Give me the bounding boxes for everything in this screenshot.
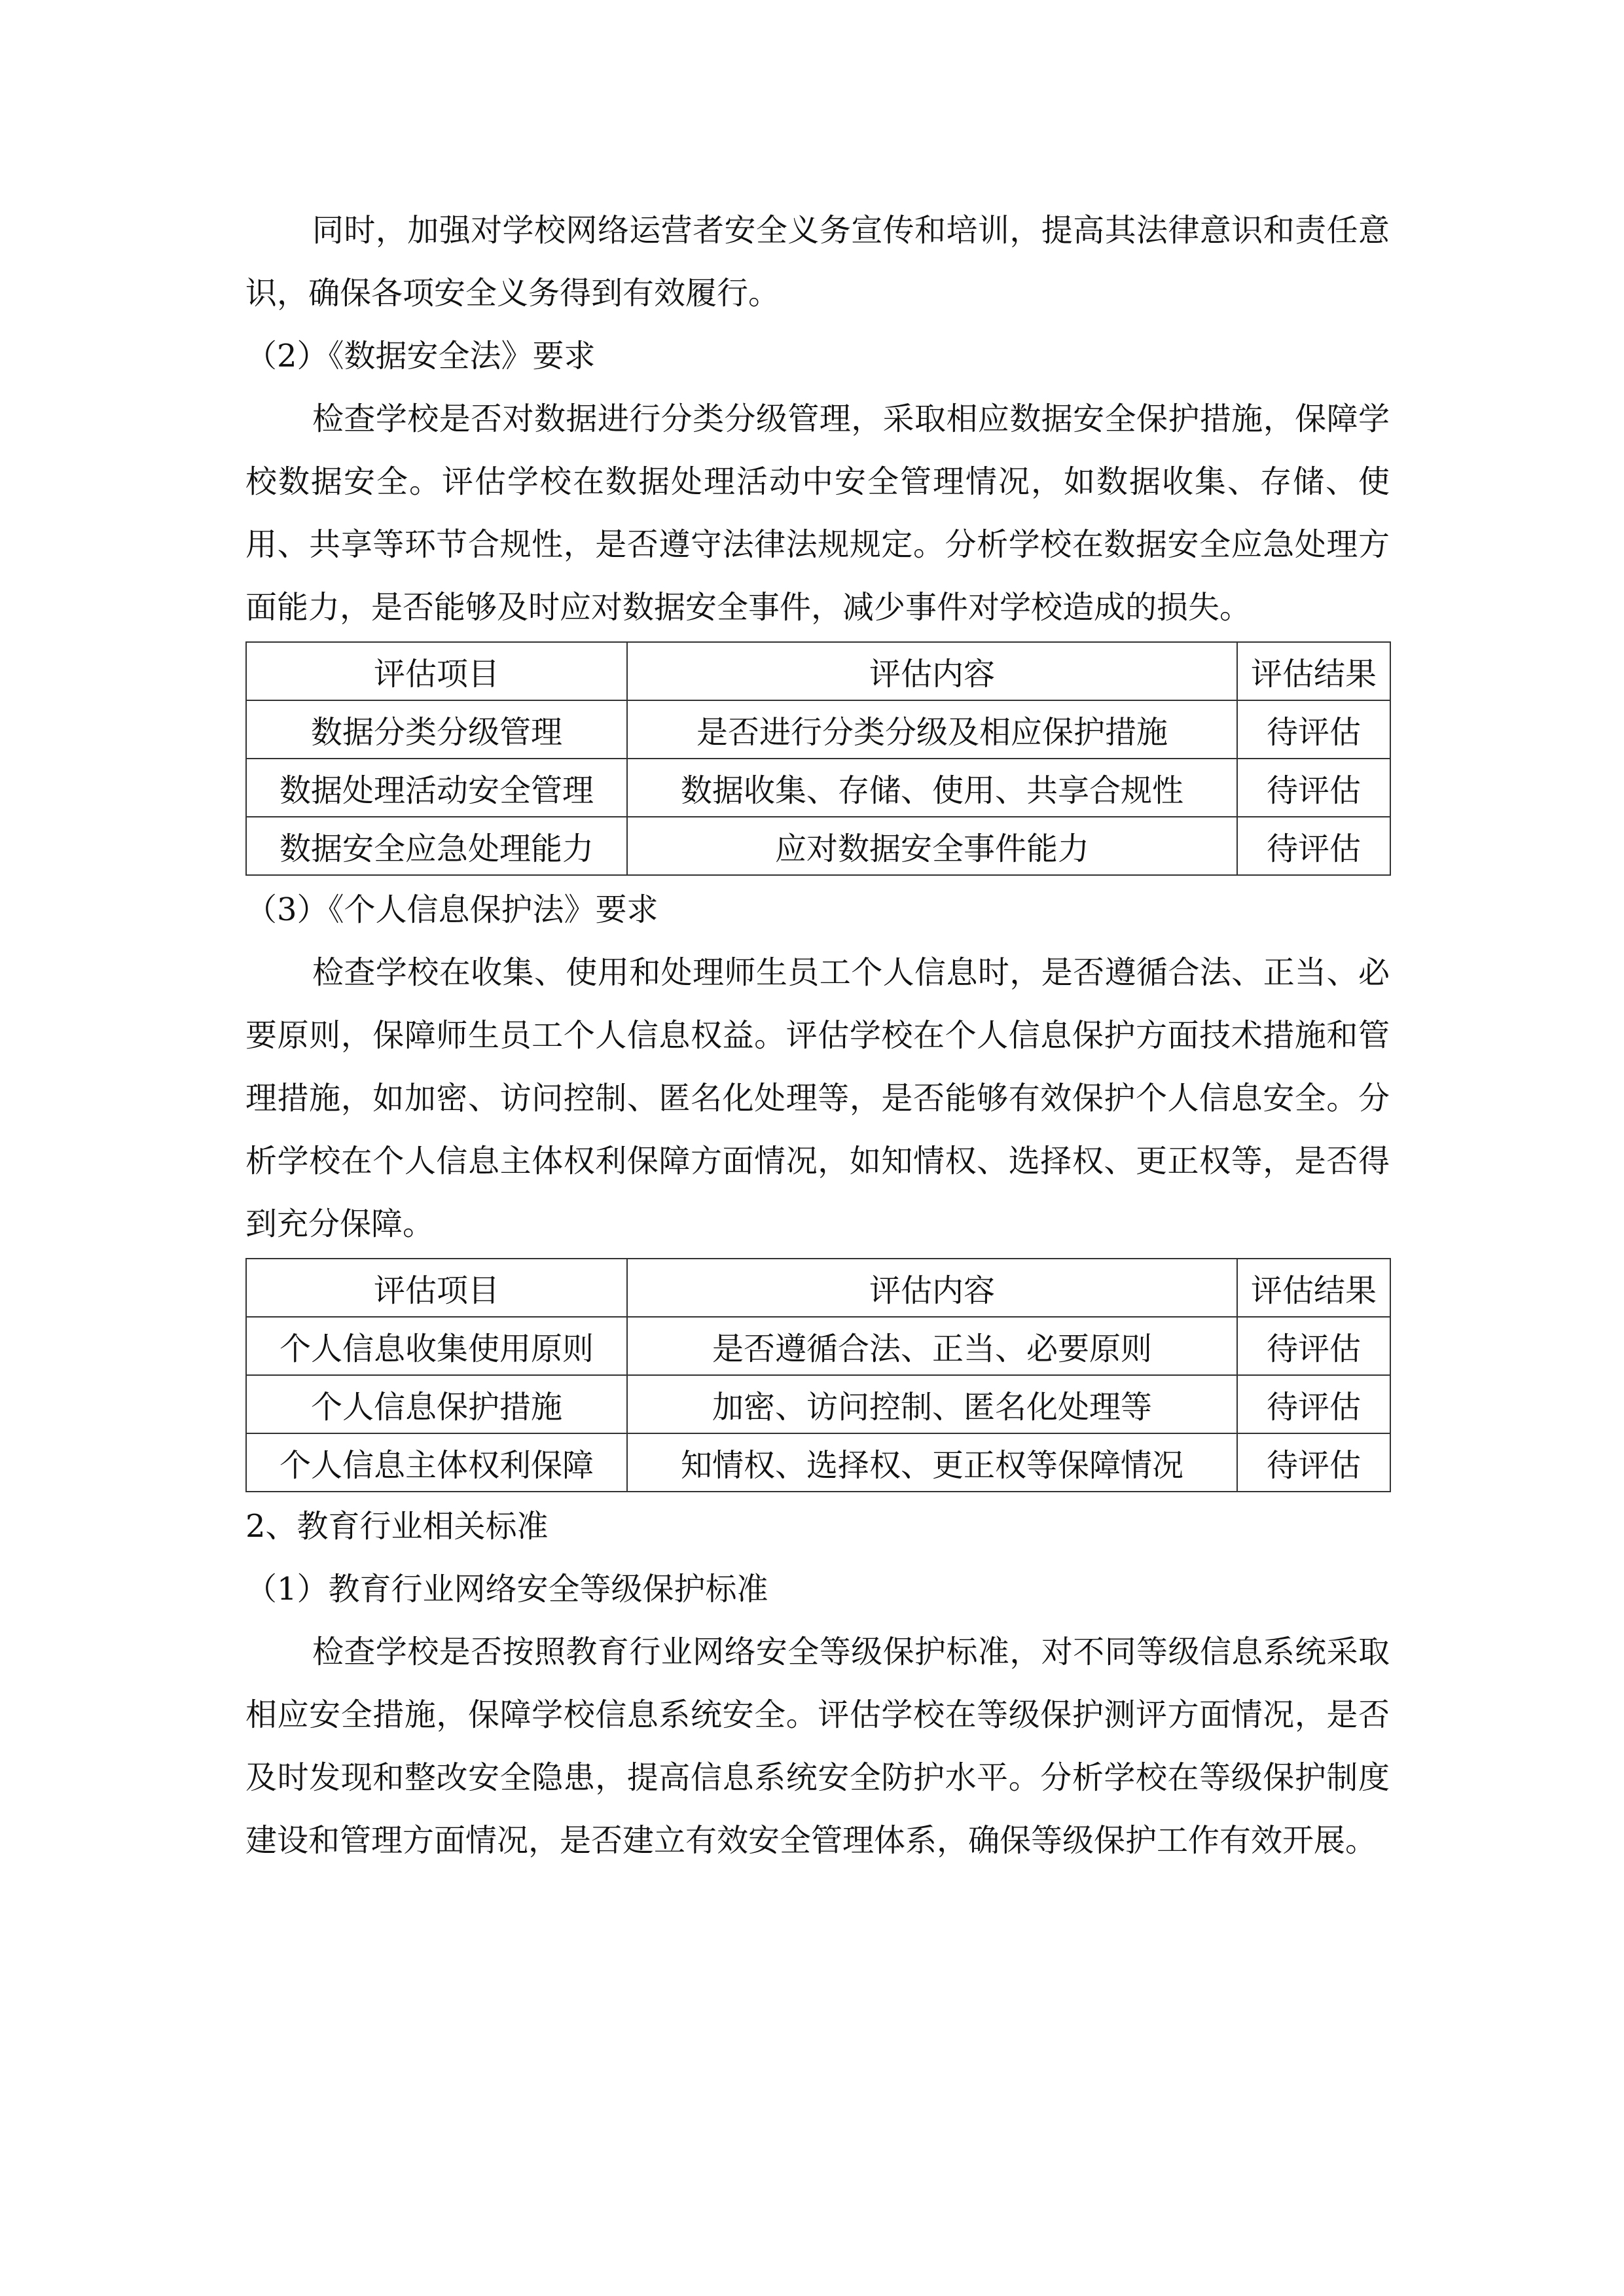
section-heading-education-standards: 2、教育行业相关标准	[245, 1508, 549, 1545]
intro-paragraph: 同时，加强对学校网络运营者安全义务宣传和培训，提高其法律意识和责任意识，确保各项安全义务得到有效履行。	[245, 212, 1390, 312]
cell-item: 数据处理活动安全管理	[246, 759, 627, 817]
cell-content: 加密、访问控制、匿名化处理等	[627, 1375, 1237, 1433]
data-security-paragraph: 检查学校是否对数据进行分类分级管理，采取相应数据安全保护措施，保障学校数据安全。评估学校在数据处理活动中安全管理情况，如数据收集、存储、使用、共享等环节合规性，是否遵守法律法规规定。分析学校在数据安全应急处理方面能力，是否能够及时应对数据安全事件，减少事件对学校造成的损失。	[245, 401, 1390, 626]
subsection-heading-mlps: （1）教育行业网络安全等级保护标准	[245, 1571, 768, 1607]
table-row	[246, 759, 1390, 817]
cell-content: 数据收集、存储、使用、共享合规性	[627, 759, 1237, 817]
cell-result: 待评估	[1237, 1375, 1390, 1433]
cell-result: 待评估	[1237, 817, 1390, 875]
cell-item: 数据分类分级管理	[246, 700, 627, 759]
cell-item: 个人信息保护措施	[246, 1375, 627, 1433]
cell-content: 是否遵循合法、正当、必要原则	[627, 1317, 1237, 1375]
pipl-assessment-table	[245, 1258, 1391, 1492]
mlps-paragraph: 检查学校是否按照教育行业网络安全等级保护标准，对不同等级信息系统采取相应安全措施，保障学校信息系统安全。评估学校在等级保护测评方面情况，是否及时发现和整改安全隐患，提高信息系统安全防护水平。分析学校在等级保护制度建设和管理方面情况，是否建立有效安全管理体系，确保等级保护工作有效开展。	[245, 1634, 1390, 1859]
header-assessment-content: 评估内容	[627, 642, 1237, 700]
document-body	[245, 199, 1390, 1872]
header-assessment-result: 评估结果	[1237, 1259, 1390, 1317]
header-assessment-content: 评估内容	[627, 1259, 1237, 1317]
cell-result: 待评估	[1237, 1317, 1390, 1375]
cell-result: 待评估	[1237, 1433, 1390, 1492]
cell-content: 是否进行分类分级及相应保护措施	[627, 700, 1237, 759]
cell-result: 待评估	[1237, 759, 1390, 817]
cell-content: 应对数据安全事件能力	[627, 817, 1237, 875]
section-heading-pipl: （3）《个人信息保护法》要求	[245, 891, 659, 928]
table-row	[246, 817, 1390, 875]
cell-result: 待评估	[1237, 700, 1390, 759]
section-heading-data-security-law: （2）《数据安全法》要求	[245, 338, 596, 374]
cell-content: 知情权、选择权、更正权等保障情况	[627, 1433, 1237, 1492]
table-header-row	[246, 1259, 1390, 1317]
cell-item: 个人信息主体权利保障	[246, 1433, 627, 1492]
table-row	[246, 700, 1390, 759]
table-row	[246, 1433, 1390, 1492]
header-assessment-result: 评估结果	[1237, 642, 1390, 700]
header-assessment-item: 评估项目	[246, 642, 627, 700]
table-row	[246, 1375, 1390, 1433]
table-row	[246, 1317, 1390, 1375]
cell-item: 个人信息收集使用原则	[246, 1317, 627, 1375]
data-security-assessment-table	[245, 641, 1391, 876]
table-header-row	[246, 642, 1390, 700]
cell-item: 数据安全应急处理能力	[246, 817, 627, 875]
header-assessment-item: 评估项目	[246, 1259, 627, 1317]
pipl-paragraph: 检查学校在收集、使用和处理师生员工个人信息时，是否遵循合法、正当、必要原则，保障师生员工个人信息权益。评估学校在个人信息保护方面技术措施和管理措施，如加密、访问控制、匿名化处理等，是否能够有效保护个人信息安全。分析学校在个人信息主体权利保障方面情况，如知情权、选择权、更正权等，是否得到充分保障。	[245, 954, 1390, 1242]
